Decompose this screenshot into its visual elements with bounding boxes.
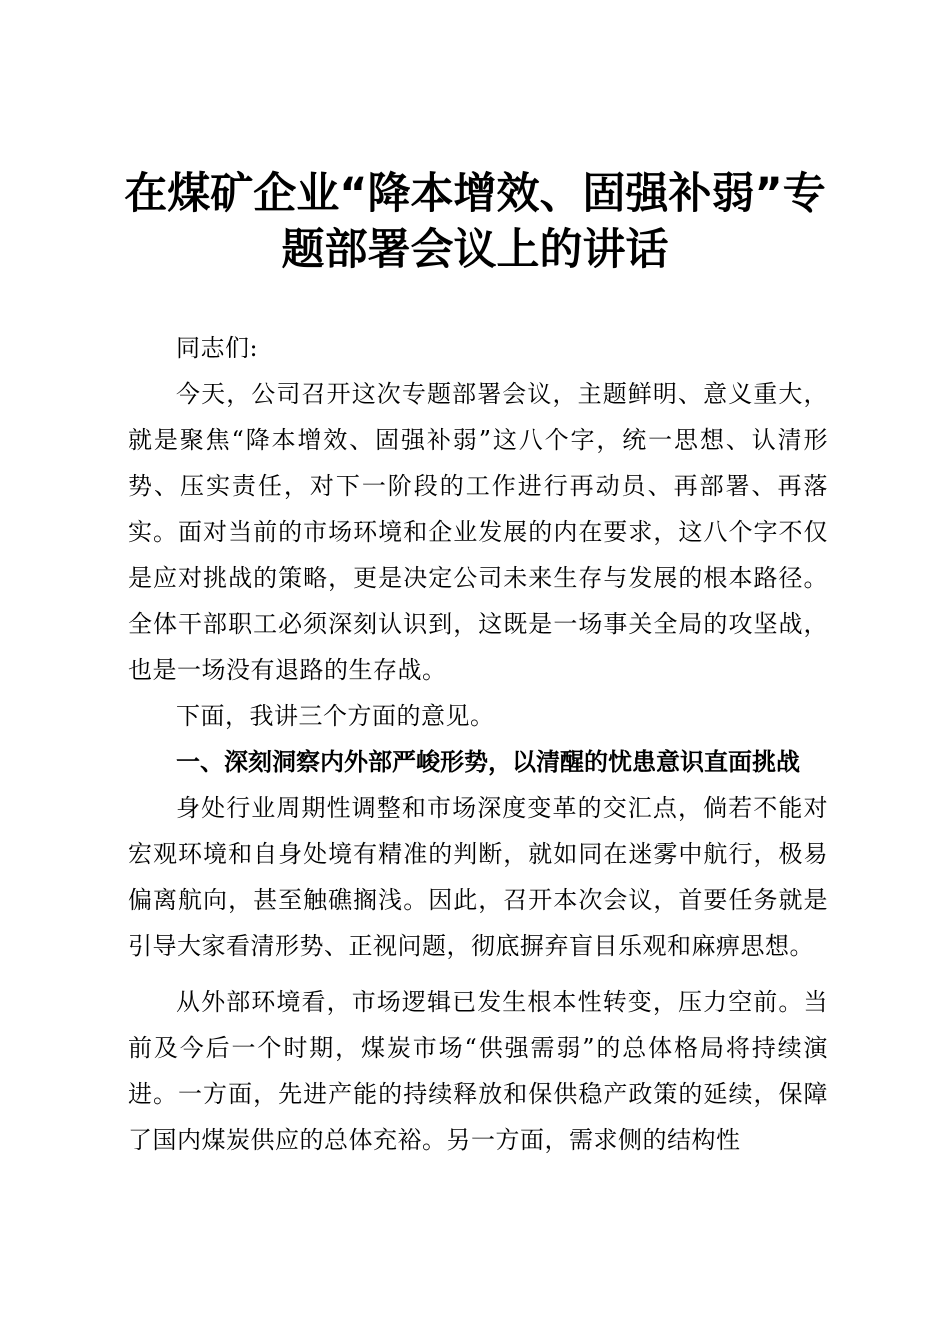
document-body: [128, 325, 828, 1163]
paragraph-intro: 今天，公司召开这次专题部署会议，主题鲜明、意义重大，就是聚焦“降本增效、固强补弱”这八个字，统一思想、认清形势、压实责任，对下一阶段的工作进行再动员、再部署、再落实。面对当前的市场环境和企业发展的内在要求，这八个字不仅是应对挑战的策略，更是决定公司未来生存与发展的根本路径。全体干部职工必须深刻认识到，这既是一场事关全局的攻坚战，也是一场没有退路的生存战。: [128, 380, 828, 684]
document-title: [100, 166, 850, 278]
title-line-1: 在煤矿企业“降本增效、固强补弱”专: [124, 169, 826, 219]
paragraph-outline: 下面，我讲三个方面的意见。: [176, 702, 495, 730]
title-line-2: 题部署会议上的讲话: [281, 225, 669, 275]
paragraph-section1-intro: 身处行业周期性调整和市场深度变革的交汇点，倘若不能对宏观环境和自身处境有精准的判断，就如同在迷雾中航行，极易偏离航向，甚至触礁搁浅。因此，召开本次会议，首要任务就是引导大家看清形势、正视问题，彻底摒弃盲目乐观和麻痹思想。: [128, 794, 828, 960]
section-heading-1: 一、深刻洞察内外部严峻形势，以清醒的忧患意识直面挑战: [176, 748, 800, 776]
paragraph-external-environment: 从外部环境看，市场逻辑已发生根本性转变，压力空前。当前及今后一个时期，煤炭市场“供强需弱”的总体格局将持续演进。一方面，先进产能的持续释放和保供稳产政策的延续，保障了国内煤炭供应的总体充裕。另一方面，需求侧的结构性: [128, 988, 828, 1154]
salutation: 同志们:: [176, 334, 259, 362]
